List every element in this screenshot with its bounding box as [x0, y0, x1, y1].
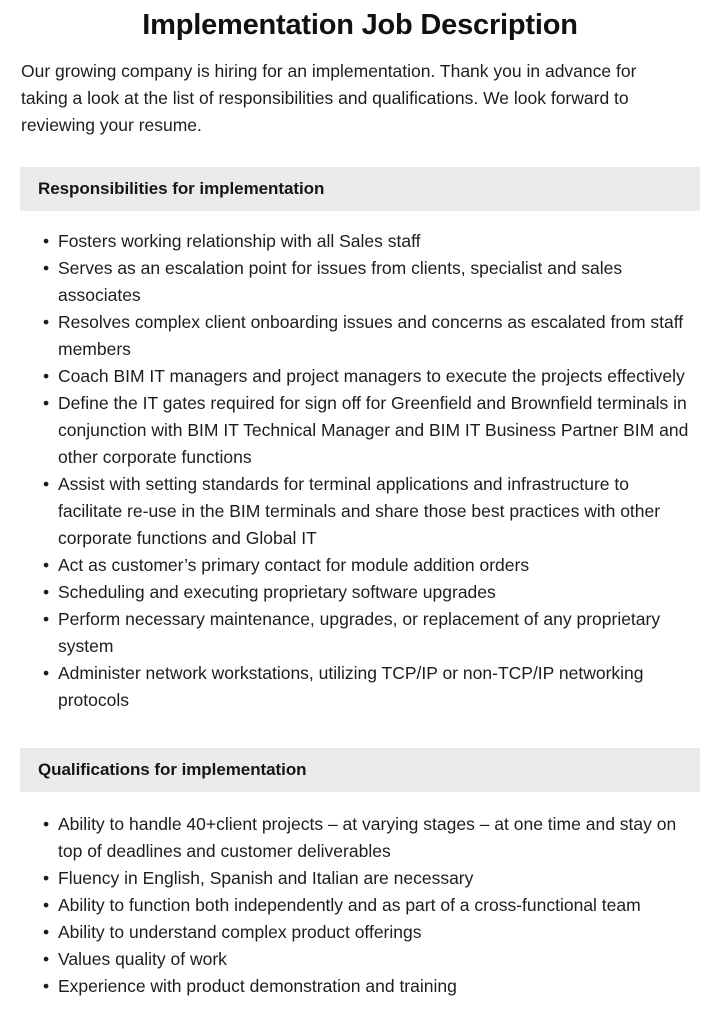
bullet-dot-icon: • [43, 231, 50, 251]
bullet-dot-icon: • [43, 814, 50, 834]
section-header-qualifications [20, 748, 700, 792]
bullet-dot-icon: • [43, 312, 50, 332]
bullet-dot-icon: • [43, 258, 50, 278]
bullet-dot-icon: • [43, 474, 50, 494]
list-item-text: Values quality of work [58, 949, 227, 969]
bullet-dot-icon: • [43, 555, 50, 575]
qualifications-list [0, 792, 720, 1000]
list-item [0, 892, 720, 919]
section-header-responsibilities [20, 167, 700, 211]
bullet-dot-icon: • [43, 949, 50, 969]
list-item [0, 579, 720, 606]
list-item [0, 255, 720, 309]
list-item [0, 606, 720, 660]
list-item-text: Ability to understand complex product offerings [58, 922, 422, 942]
list-item-text: Resolves complex client onboarding issues and concerns as escalated from staff members [58, 312, 684, 359]
list-item-text: Administer network workstations, utilizing TCP/IP or non-TCP/IP networking protocols [58, 663, 644, 710]
responsibilities-list [0, 211, 720, 714]
list-item [0, 228, 720, 255]
page-title: Implementation Job Description [142, 9, 578, 41]
list-item [0, 552, 720, 579]
intro-paragraph: Our growing company is hiring for an implementation. Thank you in advance for taking a look at the list of responsibilities and qualifications. We look forward to reviewing your resume. [21, 61, 637, 135]
bullet-dot-icon: • [43, 609, 50, 629]
bullet-dot-icon: • [43, 976, 50, 996]
list-item [0, 660, 720, 714]
bullet-dot-icon: • [43, 895, 50, 915]
list-item-text: Coach BIM IT managers and project managers to execute the projects effectively [58, 366, 685, 386]
section-heading-label: Qualifications for implementation [38, 760, 307, 779]
list-item [0, 946, 720, 973]
list-item-text: Serves as an escalation point for issues from clients, specialist and sales associates [58, 258, 623, 305]
bullet-dot-icon: • [43, 868, 50, 888]
list-item-text: Scheduling and executing proprietary software upgrades [58, 582, 496, 602]
list-item [0, 471, 720, 552]
bullet-dot-icon: • [43, 366, 50, 386]
list-item [0, 865, 720, 892]
list-item [0, 973, 720, 1000]
bullet-dot-icon: • [43, 922, 50, 942]
list-item [0, 363, 720, 390]
bullet-dot-icon: • [43, 582, 50, 602]
list-item-text: Perform necessary maintenance, upgrades, or replacement of any proprietary system [58, 609, 661, 656]
list-item-text: Fluency in English, Spanish and Italian are necessary [58, 868, 474, 888]
list-item [0, 309, 720, 363]
section-responsibilities [0, 167, 720, 714]
list-item-text: Act as customer’s primary contact for module addition orders [58, 555, 530, 575]
list-item-text: Ability to handle 40+client projects – at varying stages – at one time and stay on top of deadlines and customer deliverables [58, 814, 677, 861]
list-item-text: Experience with product demonstration and training [58, 976, 457, 996]
list-item-text: Define the IT gates required for sign off for Greenfield and Brownfield terminals in conjunction with BIM IT Technical Manager and BIM IT Business Partner BIM and other corporate functions [58, 393, 689, 467]
list-item [0, 390, 720, 471]
bullet-dot-icon: • [43, 393, 50, 413]
list-item-text: Assist with setting standards for terminal applications and infrastructure to facilitate re-use in the BIM terminals and share those best practices with other corporate functions and Global IT [58, 474, 661, 548]
list-item-text: Ability to function both independently and as part of a cross-functional team [58, 895, 641, 915]
list-item-text: Fosters working relationship with all Sales staff [58, 231, 421, 251]
list-item [0, 919, 720, 946]
list-item [0, 811, 720, 865]
section-heading-label: Responsibilities for implementation [38, 179, 325, 198]
bullet-dot-icon: • [43, 663, 50, 683]
section-qualifications [0, 748, 720, 1000]
